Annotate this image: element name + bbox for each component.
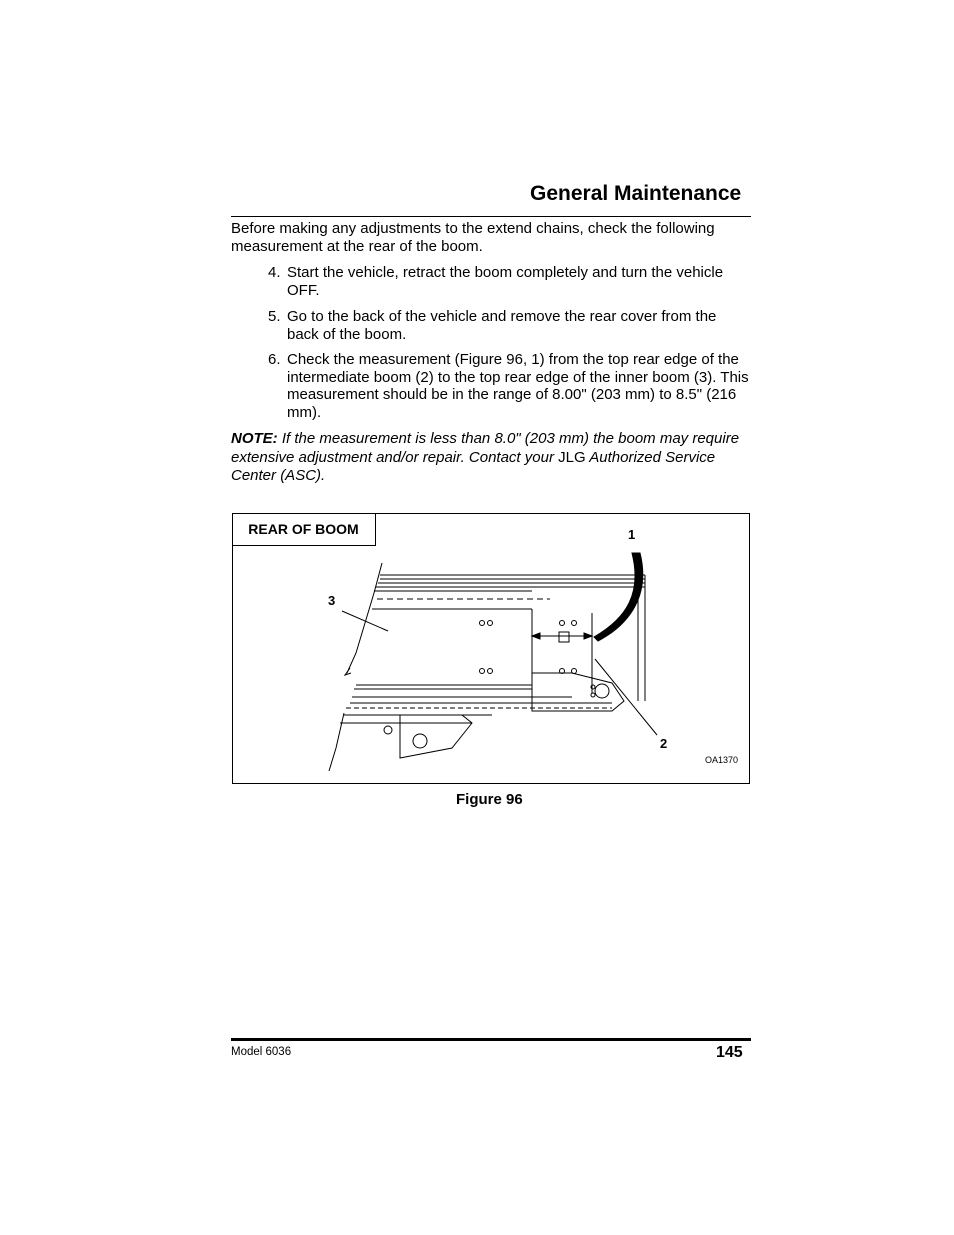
step-text: Start the vehicle, retract the boom completely and turn the vehicle OFF. xyxy=(287,264,724,299)
page-number: 145 xyxy=(716,1044,743,1061)
note-brand: JLG xyxy=(558,448,586,466)
step-4 xyxy=(268,264,751,299)
figure-label: REAR OF BOOM xyxy=(232,513,376,546)
step-6 xyxy=(268,351,751,421)
step-number: 5. xyxy=(268,308,281,325)
intro-paragraph: Before making any adjustments to the extend chains, check the following measurement at the rear of the boom. xyxy=(231,220,715,255)
footer-model: Model 6036 xyxy=(231,1046,292,1058)
step-text: Go to the back of the vehicle and remove the rear cover from the back of the boom. xyxy=(287,308,717,343)
boom-diagram xyxy=(232,513,750,784)
note-paragraph xyxy=(231,430,751,486)
step-number: 4. xyxy=(268,264,281,281)
note-text: If the measurement is less than 8.0" (203 mm) the boom may require extensive adjustment and/or repair. Contact your xyxy=(231,430,740,466)
step-number: 6. xyxy=(268,351,281,368)
callout-2: 2 xyxy=(660,736,668,751)
header-rule xyxy=(231,216,751,217)
figure-caption: Figure 96 xyxy=(456,791,523,808)
footer-rule xyxy=(231,1038,751,1041)
note-text-end: Authorized Service Center (ASC). xyxy=(231,448,716,484)
figure-code: OA1370 xyxy=(705,755,739,765)
page-title: General Maintenance xyxy=(530,182,742,205)
note-label: NOTE: xyxy=(231,430,278,447)
callout-1: 1 xyxy=(628,527,636,542)
step-text: Check the measurement (Figure 96, 1) from the top rear edge of the intermediate boom (2) to the top rear edge of the inner boom (3). This measurement should be in the range of 8.00" (203 mm) to 8.5" (216 mm). xyxy=(287,351,749,421)
step-5 xyxy=(268,308,751,343)
callout-3: 3 xyxy=(328,593,336,608)
